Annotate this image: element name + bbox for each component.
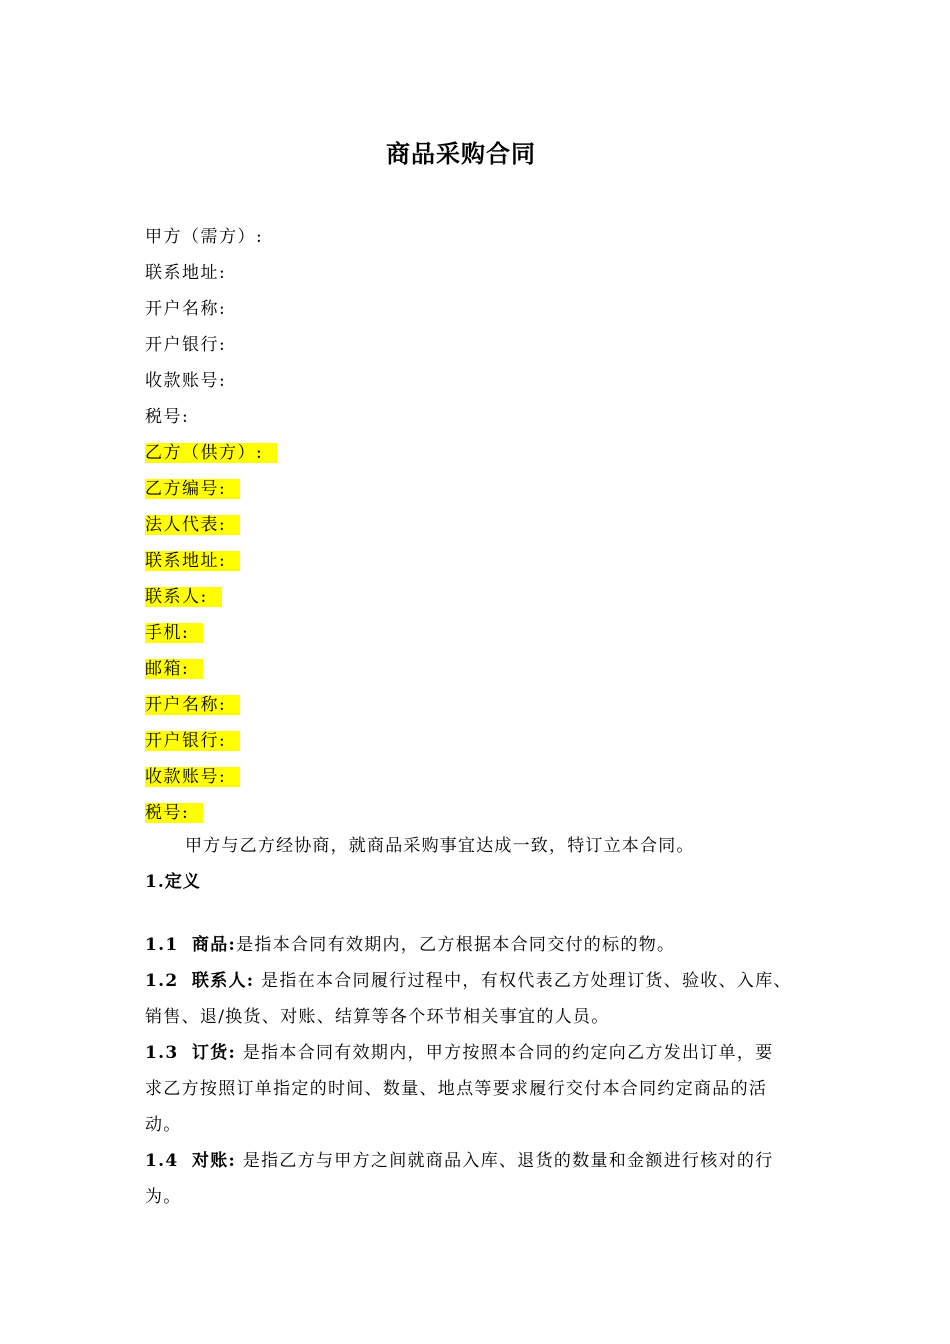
party-b-field-account-name [145, 690, 825, 726]
definition-text: 求乙方按照订单指定的时间、数量、地点等要求履行交付本合同约定商品的活 [145, 1079, 768, 1099]
definitions-list [145, 927, 825, 1215]
party-b-field-mobile [145, 618, 825, 654]
highlighted-field-label: 乙方编号: [145, 479, 240, 499]
party-a-field-tax-id [145, 402, 825, 438]
party-b-field-tax-id [145, 798, 825, 834]
party-b-field-number [145, 474, 825, 510]
party-a-field-bank [145, 330, 825, 366]
definition-line-continued [145, 1107, 825, 1143]
definition-number: 1.1 [145, 935, 179, 955]
definition-line-continued [145, 999, 825, 1035]
field-label: 联系地址: [145, 263, 227, 283]
definition-line [145, 963, 825, 999]
definition-text: 销售、退/换货、对账、结算等各个环节相关事宜的人员。 [145, 1007, 610, 1027]
definition-term: 商品: [191, 935, 237, 955]
definition-text: 为。 [145, 1187, 182, 1207]
highlighted-field-label: 税号: [145, 803, 203, 823]
party-b-field-legal-rep [145, 510, 825, 546]
field-label: 开户银行: [145, 335, 227, 355]
party-b-field-bank [145, 726, 825, 762]
highlighted-field-label: 乙方（供方）: [145, 443, 277, 463]
party-b-field-address [145, 546, 825, 582]
field-label: 开户名称: [145, 299, 227, 319]
highlighted-field-label: 邮箱: [145, 659, 203, 679]
party-a-field-account-name [145, 294, 825, 330]
section-heading: 1.定义 [145, 872, 201, 892]
definition-line-continued [145, 1071, 825, 1107]
definition-text: 是指本合同有效期内，乙方根据本合同交付的标的物。 [236, 935, 676, 955]
definition-text: 是指乙方与甲方之间就商品入库、退货的数量和金额进行核对的行 [242, 1151, 774, 1171]
party-b-field-contact [145, 582, 825, 618]
field-label: 甲方（需方）: [145, 227, 264, 247]
definition-number: 1.4 [145, 1151, 179, 1171]
definition-line [145, 927, 825, 963]
definition-term: 联系人: [191, 971, 255, 991]
intro-paragraph: 甲方与乙方经协商，就商品采购事宜达成一致，特订立本合同。 [185, 836, 695, 856]
party-a-field-buyer [145, 222, 825, 258]
definition-line [145, 1143, 825, 1179]
field-label: 收款账号: [145, 371, 227, 391]
highlighted-field-label: 法人代表: [145, 515, 240, 535]
highlighted-field-label: 联系人: [145, 587, 222, 607]
party-b-field-supplier [145, 438, 825, 474]
party-fields [145, 222, 825, 834]
definition-term: 订货: [191, 1043, 237, 1063]
field-label: 税号: [145, 407, 190, 427]
highlighted-field-label: 开户银行: [145, 731, 240, 751]
highlighted-field-label: 收款账号: [145, 767, 240, 787]
definition-line [145, 1035, 825, 1071]
party-b-field-account-number [145, 762, 825, 798]
highlighted-field-label: 手机: [145, 623, 203, 643]
highlighted-field-label: 开户名称: [145, 695, 240, 715]
definition-line-continued [145, 1179, 825, 1215]
definition-text: 是指本合同有效期内，甲方按照本合同的约定向乙方发出订单，要 [242, 1043, 774, 1063]
definition-text: 是指在本合同履行过程中，有权代表乙方处理订货、验收、入库、 [261, 971, 792, 991]
party-b-field-email [145, 654, 825, 690]
party-a-field-address [145, 258, 825, 294]
definition-text: 动。 [145, 1115, 182, 1135]
definition-number: 1.3 [145, 1043, 179, 1063]
party-a-field-account-number [145, 366, 825, 402]
definition-number: 1.2 [145, 971, 179, 991]
document-title: 商品采购合同 [386, 140, 536, 168]
definition-term: 对账: [191, 1151, 237, 1171]
highlighted-field-label: 联系地址: [145, 551, 240, 571]
